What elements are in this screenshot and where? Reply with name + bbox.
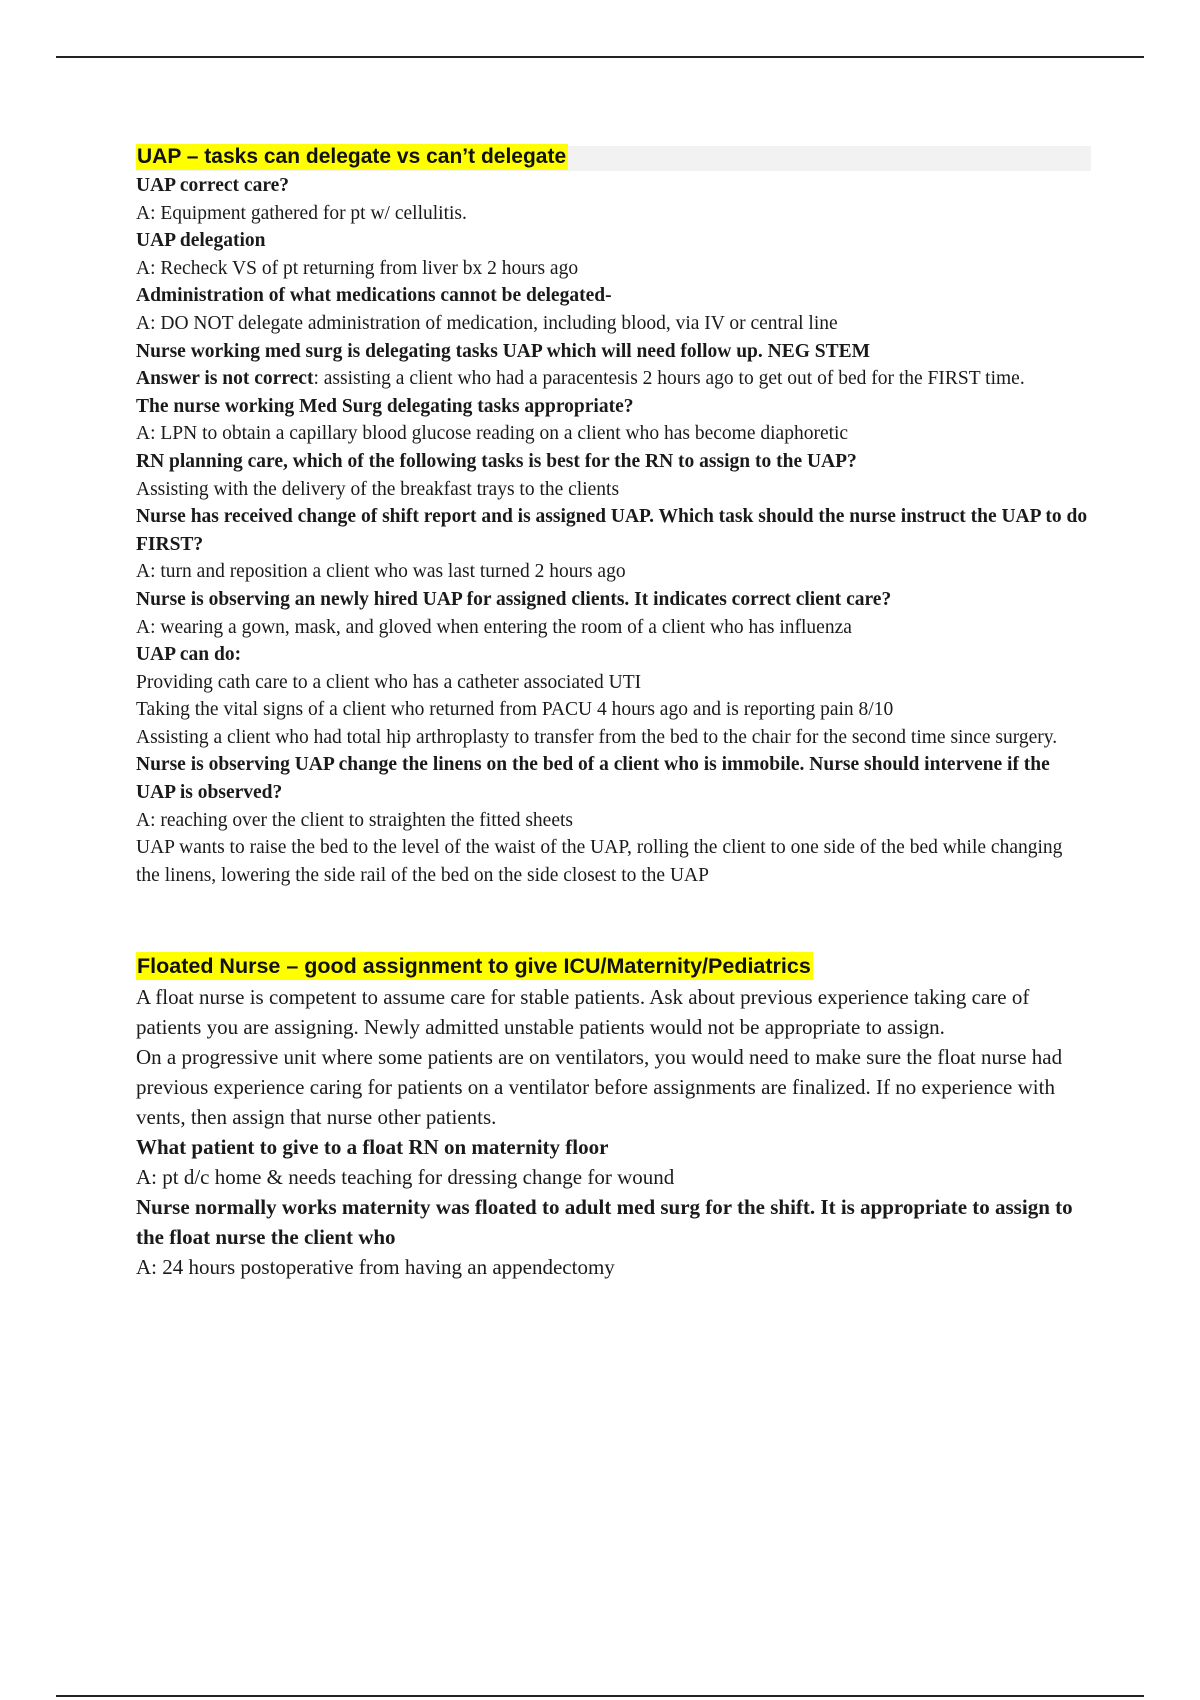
paragraph: On a progressive unit where some patients are on ventilators, you would need to make sure the float nurse had previous experience caring for patients on a ventilator before assignments are finalized. If no experience with vents, then assign that nurse other patients.: [136, 1045, 1063, 1130]
list-item: Assisting a client who had total hip arthroplasty to transfer from the bed to the chair for the second time since surgery.: [136, 726, 1058, 748]
section-heading: UAP – tasks can delegate vs can’t delegate: [137, 145, 567, 168]
answer-line: A: reaching over the client to straighten the fitted sheets: [136, 809, 573, 831]
question-line: Nurse normally works maternity was floated to adult med surg for the shift. It is appropriate to assign to the float nurse the client who: [136, 1195, 1073, 1250]
list-item: Taking the vital signs of a client who returned from PACU 4 hours ago and is reporting pain 8/10: [136, 699, 894, 721]
question-line: Nurse has received change of shift report and is assigned UAP. Which task should the nurse instruct the UAP to do FIRST?: [136, 506, 1088, 555]
answer-not-correct-label: Answer is not correct: [136, 368, 314, 390]
answer-line: A: 24 hours postoperative from having an appendectomy: [136, 1255, 615, 1280]
document-body: [136, 144, 1091, 1282]
question-line: UAP can do:: [136, 644, 242, 666]
question-line: Nurse is observing an newly hired UAP for assigned clients. It indicates correct client care?: [136, 588, 892, 610]
answer-line: UAP wants to raise the bed to the level of the waist of the UAP, rolling the client to one side of the bed while changing the linens, lowering the side rail of the bed on the side closest to the UAP: [136, 837, 1063, 886]
answer-line: A: Recheck VS of pt returning from liver bx 2 hours ago: [136, 257, 579, 279]
question-line: Nurse working med surg is delegating tasks UAP which will need follow up. NEG STEM: [136, 340, 871, 362]
list-item: Providing cath care to a client who has a catheter associated UTI: [136, 671, 642, 693]
answer-line: A: pt d/c home & needs teaching for dressing change for wound: [136, 1165, 675, 1190]
question-line: UAP correct care?: [136, 175, 290, 196]
answer-line: A: DO NOT delegate administration of medication, including blood, via IV or central line: [136, 312, 838, 334]
section-floated-nurse: [136, 952, 1091, 1282]
question-line: RN planning care, which of the following tasks is best for the RN to assign to the UAP?: [136, 450, 857, 472]
question-line: UAP delegation: [136, 230, 266, 252]
section-uap-delegation: [136, 144, 1091, 889]
question-line: The nurse working Med Surg delegating tasks appropriate?: [136, 395, 634, 417]
answer-line: A: Equipment gathered for pt w/ cellulitis.: [136, 202, 467, 224]
section-heading: Floated Nurse – good assignment to give ICU/Maternity/Pediatrics: [137, 954, 811, 979]
answer-not-correct-text: : assisting a client who had a paracentesis 2 hours ago to get out of bed for the FIRST time.: [313, 368, 1025, 390]
question-line: Nurse is observing UAP change the linens on the bed of a client who is immobile. Nurse should intervene if the UAP is observed?: [136, 754, 1050, 804]
answer-line: A: turn and reposition a client who was last turned 2 hours ago: [136, 561, 626, 583]
answer-not-correct-line: [136, 365, 1091, 393]
section-heading-row: [136, 144, 1091, 172]
answer-line: Assisting with the delivery of the breakfast trays to the clients: [136, 478, 620, 500]
answer-line: A: wearing a gown, mask, and gloved when entering the room of a client who has influenza: [136, 616, 852, 638]
paragraph: A float nurse is competent to assume care for stable patients. Ask about previous experience taking care of patients you are assigning. Newly admitted unstable patients would not be appropriate to assign.: [136, 985, 1030, 1040]
question-line: What patient to give to a float RN on maternity floor: [136, 1135, 609, 1160]
answer-line: A: LPN to obtain a capillary blood glucose reading on a client who has become diaphoretic: [136, 423, 849, 445]
section-heading-row: [136, 952, 1091, 982]
header-rule: [56, 56, 1144, 58]
question-line: Administration of what medications cannot be delegated-: [136, 285, 612, 307]
footer-rule: [56, 1695, 1144, 1697]
